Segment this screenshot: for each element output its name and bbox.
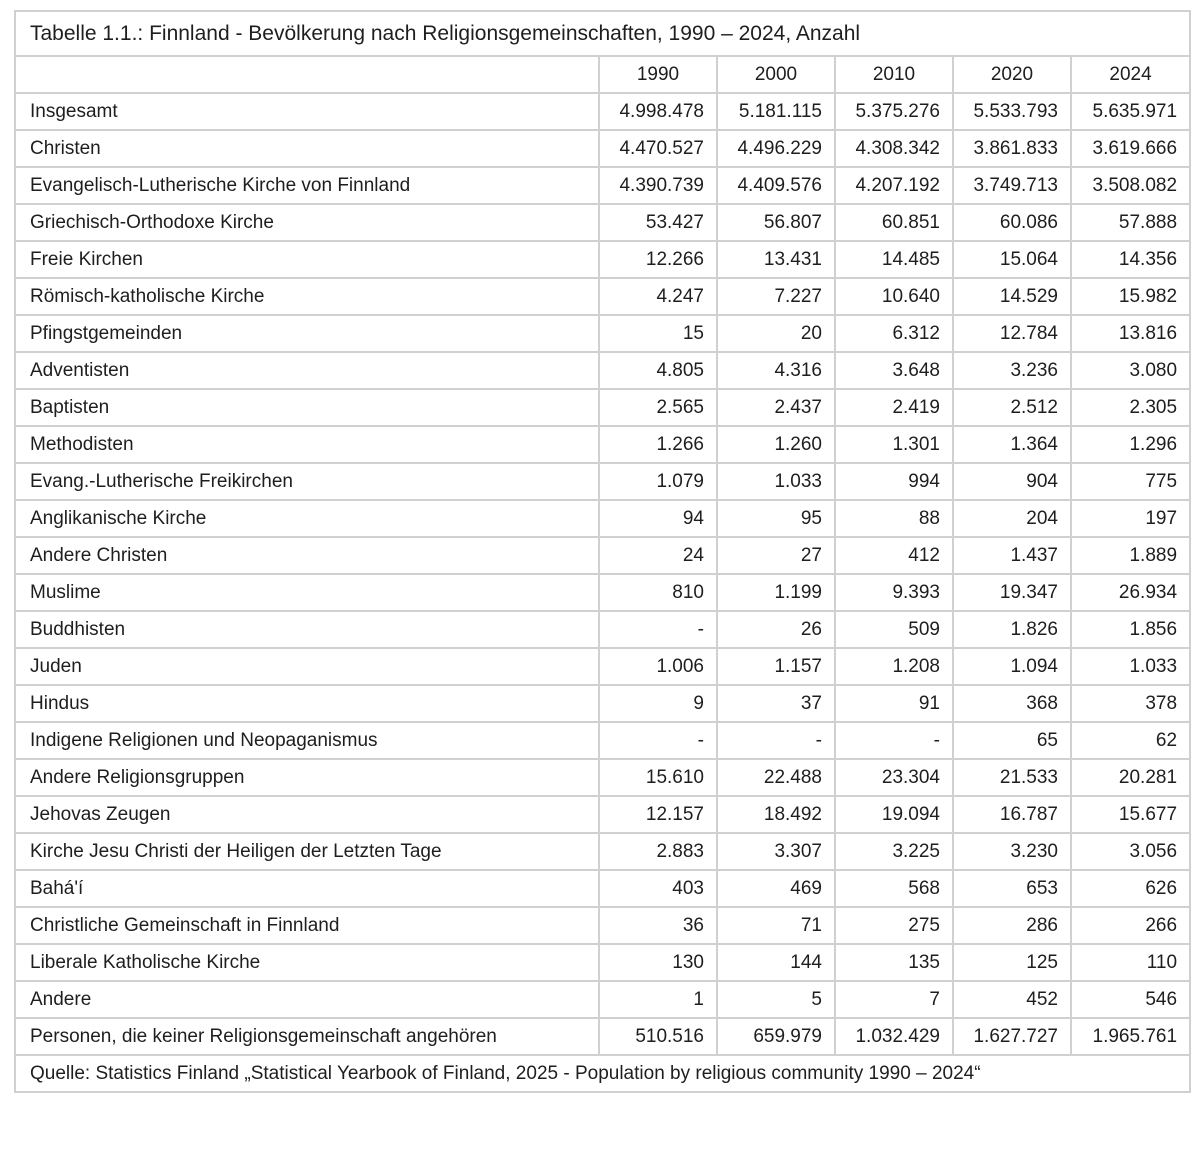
row-label: Anglikanische Kirche [15,500,599,537]
cell-value-2010: 23.304 [835,759,953,796]
cell-value-1990: 2.565 [599,389,717,426]
cell-value-1990: 4.805 [599,352,717,389]
row-label: Griechisch-Orthodoxe Kirche [15,204,599,241]
cell-value-2000: 37 [717,685,835,722]
table-row [15,1018,1190,1055]
source-note: Quelle: Statistics Finland „Statistical Yearbook of Finland, 2025 - Population by religious community 1990 – 2024“ [15,1055,1190,1092]
cell-value-1990: 24 [599,537,717,574]
cell-value-2024: 3.080 [1071,352,1190,389]
cell-value-2024: 378 [1071,685,1190,722]
cell-value-2020: 3.236 [953,352,1071,389]
cell-value-2010: 1.032.429 [835,1018,953,1055]
table-row [15,759,1190,796]
cell-value-2024: 266 [1071,907,1190,944]
table-title: Tabelle 1.1.: Finnland - Bevölkerung nach Religionsgemeinschaften, 1990 – 2024, Anzahl [15,11,1190,56]
cell-value-2024: 57.888 [1071,204,1190,241]
cell-value-2010: 1.301 [835,426,953,463]
table-row [15,648,1190,685]
cell-value-2000: 1.260 [717,426,835,463]
column-header-2024: 2024 [1071,56,1190,93]
cell-value-2010: 3.225 [835,833,953,870]
table-row [15,241,1190,278]
cell-value-1990: 2.883 [599,833,717,870]
cell-value-1990: 12.266 [599,241,717,278]
table-row [15,278,1190,315]
row-label: Bahá'í [15,870,599,907]
row-label: Evangelisch-Lutherische Kirche von Finnland [15,167,599,204]
cell-value-2010: 91 [835,685,953,722]
table-row [15,574,1190,611]
row-label: Kirche Jesu Christi der Heiligen der Letzten Tage [15,833,599,870]
column-header-2000: 2000 [717,56,835,93]
cell-value-1990: 36 [599,907,717,944]
table-row [15,611,1190,648]
cell-value-2024: 546 [1071,981,1190,1018]
cell-value-1990: 15.610 [599,759,717,796]
table-row [15,981,1190,1018]
cell-value-2000: 4.316 [717,352,835,389]
cell-value-2024: 14.356 [1071,241,1190,278]
cell-value-2020: 286 [953,907,1071,944]
cell-value-2000: 3.307 [717,833,835,870]
cell-value-1990: - [599,722,717,759]
cell-value-1990: 4.998.478 [599,93,717,130]
row-label: Andere Religionsgruppen [15,759,599,796]
cell-value-2024: 3.056 [1071,833,1190,870]
table-row [15,500,1190,537]
cell-value-2024: 3.619.666 [1071,130,1190,167]
cell-value-2024: 13.816 [1071,315,1190,352]
cell-value-2010: 994 [835,463,953,500]
row-label: Methodisten [15,426,599,463]
cell-value-2024: 1.033 [1071,648,1190,685]
cell-value-2020: 1.094 [953,648,1071,685]
cell-value-2000: 27 [717,537,835,574]
row-label: Pfingstgemeinden [15,315,599,352]
cell-value-1990: 12.157 [599,796,717,833]
cell-value-2000: 7.227 [717,278,835,315]
cell-value-2024: 1.856 [1071,611,1190,648]
row-label: Buddhisten [15,611,599,648]
cell-value-2024: 26.934 [1071,574,1190,611]
row-label: Personen, die keiner Religionsgemeinschaft angehören [15,1018,599,1055]
cell-value-2020: 3.749.713 [953,167,1071,204]
row-label: Jehovas Zeugen [15,796,599,833]
cell-value-2010: 10.640 [835,278,953,315]
table-row [15,685,1190,722]
cell-value-2010: 509 [835,611,953,648]
cell-value-2010: 135 [835,944,953,981]
cell-value-2000: 5.181.115 [717,93,835,130]
cell-value-2000: 26 [717,611,835,648]
cell-value-2000: 20 [717,315,835,352]
row-label: Muslime [15,574,599,611]
row-label: Christliche Gemeinschaft in Finnland [15,907,599,944]
cell-value-2024: 20.281 [1071,759,1190,796]
cell-value-2024: 1.296 [1071,426,1190,463]
cell-value-2020: 19.347 [953,574,1071,611]
table-row [15,426,1190,463]
cell-value-2020: 3.861.833 [953,130,1071,167]
row-label: Andere [15,981,599,1018]
cell-value-2000: 1.199 [717,574,835,611]
cell-value-1990: 1.079 [599,463,717,500]
cell-value-1990: 4.390.739 [599,167,717,204]
cell-value-2020: 21.533 [953,759,1071,796]
table-body [15,93,1190,1055]
cell-value-2020: 204 [953,500,1071,537]
population-by-religion-table-container [14,10,1189,1093]
cell-value-2024: 1.889 [1071,537,1190,574]
cell-value-2010: 88 [835,500,953,537]
population-by-religion-table [14,10,1191,1093]
cell-value-2020: 12.784 [953,315,1071,352]
cell-value-2024: 2.305 [1071,389,1190,426]
cell-value-2024: 197 [1071,500,1190,537]
column-header-1990: 1990 [599,56,717,93]
table-row [15,870,1190,907]
cell-value-2024: 1.965.761 [1071,1018,1190,1055]
row-label: Insgesamt [15,93,599,130]
row-label: Juden [15,648,599,685]
cell-value-2020: 5.533.793 [953,93,1071,130]
cell-value-2010: 1.208 [835,648,953,685]
cell-value-2020: 14.529 [953,278,1071,315]
table-row [15,907,1190,944]
cell-value-2010: 60.851 [835,204,953,241]
cell-value-2020: 60.086 [953,204,1071,241]
cell-value-2000: - [717,722,835,759]
cell-value-1990: - [599,611,717,648]
row-label: Christen [15,130,599,167]
cell-value-1990: 403 [599,870,717,907]
table-row [15,167,1190,204]
cell-value-2000: 1.033 [717,463,835,500]
row-label: Andere Christen [15,537,599,574]
cell-value-1990: 4.247 [599,278,717,315]
cell-value-2010: 4.308.342 [835,130,953,167]
cell-value-2000: 22.488 [717,759,835,796]
cell-value-2020: 2.512 [953,389,1071,426]
cell-value-2024: 15.677 [1071,796,1190,833]
cell-value-2020: 3.230 [953,833,1071,870]
cell-value-2000: 56.807 [717,204,835,241]
cell-value-2000: 4.496.229 [717,130,835,167]
cell-value-2020: 125 [953,944,1071,981]
table-row [15,537,1190,574]
cell-value-2024: 15.982 [1071,278,1190,315]
column-header-2010: 2010 [835,56,953,93]
row-label: Indigene Religionen und Neopaganismus [15,722,599,759]
cell-value-2024: 5.635.971 [1071,93,1190,130]
table-row [15,722,1190,759]
cell-value-2010: 6.312 [835,315,953,352]
table-row [15,204,1190,241]
cell-value-2000: 13.431 [717,241,835,278]
cell-value-2010: - [835,722,953,759]
cell-value-2010: 14.485 [835,241,953,278]
cell-value-2000: 1.157 [717,648,835,685]
cell-value-2010: 4.207.192 [835,167,953,204]
cell-value-1990: 1.006 [599,648,717,685]
column-header-label [15,56,599,93]
cell-value-2020: 452 [953,981,1071,1018]
cell-value-2000: 659.979 [717,1018,835,1055]
column-header-2020: 2020 [953,56,1071,93]
cell-value-2020: 16.787 [953,796,1071,833]
cell-value-2010: 5.375.276 [835,93,953,130]
cell-value-2010: 7 [835,981,953,1018]
cell-value-2020: 904 [953,463,1071,500]
cell-value-2000: 2.437 [717,389,835,426]
cell-value-2024: 110 [1071,944,1190,981]
cell-value-1990: 130 [599,944,717,981]
row-label: Hindus [15,685,599,722]
cell-value-2024: 3.508.082 [1071,167,1190,204]
cell-value-2020: 1.627.727 [953,1018,1071,1055]
cell-value-2020: 1.826 [953,611,1071,648]
cell-value-1990: 510.516 [599,1018,717,1055]
row-label: Freie Kirchen [15,241,599,278]
table-row [15,833,1190,870]
cell-value-1990: 53.427 [599,204,717,241]
cell-value-2000: 144 [717,944,835,981]
cell-value-2010: 412 [835,537,953,574]
cell-value-1990: 4.470.527 [599,130,717,167]
cell-value-1990: 810 [599,574,717,611]
cell-value-2020: 65 [953,722,1071,759]
cell-value-2020: 1.437 [953,537,1071,574]
cell-value-2020: 1.364 [953,426,1071,463]
table-row [15,796,1190,833]
table-row [15,352,1190,389]
cell-value-1990: 1.266 [599,426,717,463]
cell-value-2010: 2.419 [835,389,953,426]
cell-value-2024: 775 [1071,463,1190,500]
cell-value-2000: 5 [717,981,835,1018]
table-row [15,389,1190,426]
cell-value-2020: 368 [953,685,1071,722]
row-label: Adventisten [15,352,599,389]
table-row [15,130,1190,167]
cell-value-2000: 18.492 [717,796,835,833]
cell-value-2000: 71 [717,907,835,944]
cell-value-1990: 94 [599,500,717,537]
cell-value-2020: 653 [953,870,1071,907]
cell-value-2000: 95 [717,500,835,537]
row-label: Liberale Katholische Kirche [15,944,599,981]
table-row [15,944,1190,981]
cell-value-2000: 4.409.576 [717,167,835,204]
cell-value-2010: 3.648 [835,352,953,389]
table-row [15,93,1190,130]
row-label: Baptisten [15,389,599,426]
cell-value-2010: 9.393 [835,574,953,611]
row-label: Römisch-katholische Kirche [15,278,599,315]
cell-value-2010: 568 [835,870,953,907]
cell-value-2010: 19.094 [835,796,953,833]
cell-value-2020: 15.064 [953,241,1071,278]
table-row [15,463,1190,500]
cell-value-2000: 469 [717,870,835,907]
cell-value-2024: 62 [1071,722,1190,759]
cell-value-1990: 1 [599,981,717,1018]
cell-value-2010: 275 [835,907,953,944]
cell-value-1990: 9 [599,685,717,722]
row-label: Evang.-Lutherische Freikirchen [15,463,599,500]
table-row [15,315,1190,352]
cell-value-2024: 626 [1071,870,1190,907]
table-header-row [15,56,1190,93]
cell-value-1990: 15 [599,315,717,352]
